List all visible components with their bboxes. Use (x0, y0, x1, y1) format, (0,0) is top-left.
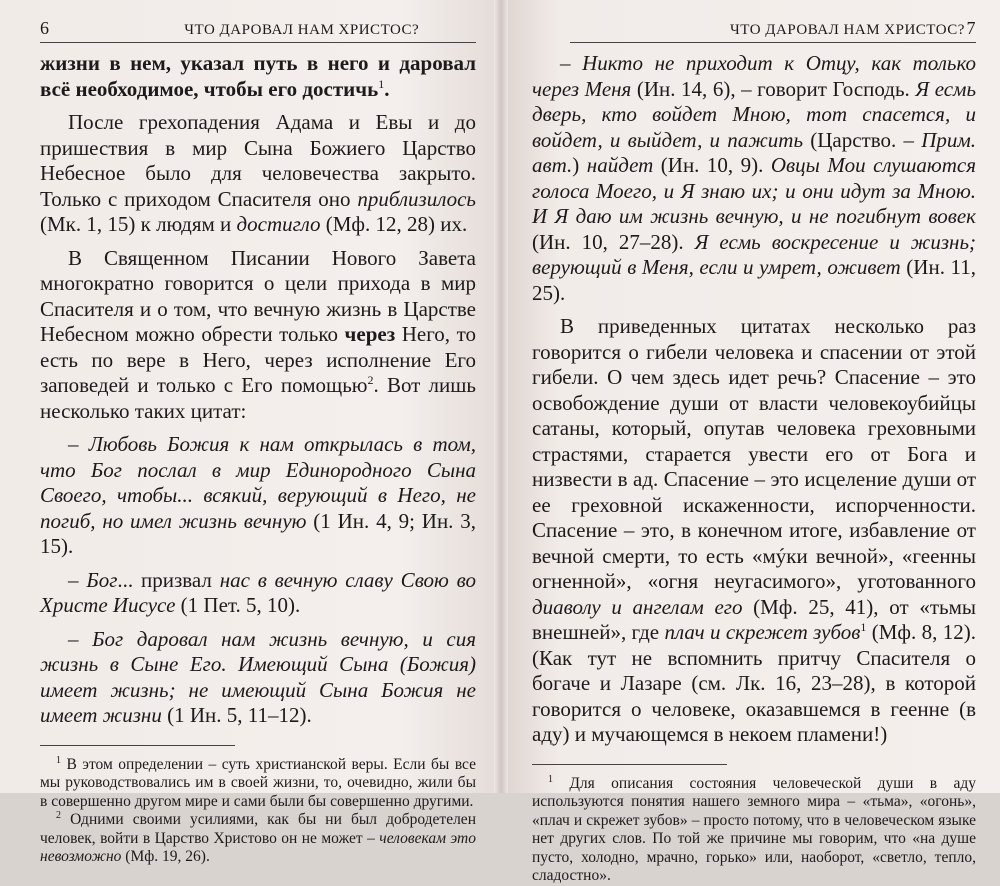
text: В приведенных цитатах несколько раз говорится о гибели человека и спасении от этой гибели. О чем здесь идет речь? Спасение – это освобождение души от власти человекоубийцы сатаны, который, опутав человека греховными страстями, старается увести его от Бога и низвести в ад. Спасение – это исцеление души от ее греховной искаженности, испорченности. Спасение – это, в конечном итоге, избавление от вечной смерти, то есть «мýки вечной», «геенны огненной», «огня неугасимого», уготованного (532, 314, 976, 593)
italic-text: приблизилось (357, 187, 476, 211)
left-page-body (40, 51, 476, 729)
book-gutter (494, 0, 508, 793)
italic-text: – Никто не приходит к Отцу, как только через Меня (532, 51, 976, 101)
footnote (40, 756, 476, 812)
text: (Ин. 10, 27–28). (532, 230, 695, 254)
quote (532, 51, 976, 306)
text: (Ин. 11, 25). (532, 255, 976, 305)
citation: (1 Ин. 4, 9; Ин. 3, 15). (40, 509, 476, 559)
text: (Ин. 14, 6), – говорит Господь. (631, 77, 915, 101)
left-page-header (40, 18, 476, 43)
footnote-ref: 1 (378, 77, 384, 91)
left-page (0, 0, 500, 793)
italic-text: Овцы Мои слушаются голоса Моего, и Я знаю их; и они идут за Мною. И Я даю им жизнь вечную, и не погибнут вовек (532, 153, 976, 228)
paragraph (532, 314, 976, 748)
italic-text: достигло (237, 212, 321, 236)
text: Для описания состояния человеческой души в аду используются понятия нашего земного мира – «тьма», «огонь», «плач и скрежет зубов» – просто потому, что в человеческом языке нет других слов. По той же причине мы говорим, что «на душе пусто, холодно, мрачно, горько» или, наоборот, «светло, тепло, сладостно». (532, 775, 976, 885)
footnote-mark: 2 (56, 810, 61, 821)
footnote-ref: 2 (368, 373, 374, 387)
text: (Мк. 1, 15) к людям и (40, 212, 237, 236)
paragraph (40, 51, 476, 102)
citation: (1 Пет. 5, 10). (175, 593, 300, 617)
footnote-mark: 1 (548, 773, 553, 784)
page-number: 7 (967, 18, 977, 39)
quote (40, 568, 476, 619)
footnotes (40, 756, 476, 868)
text: . Вот лишь несколько таких цитат: (40, 373, 476, 423)
paragraph (40, 246, 476, 425)
text: (Мф. 12, 28) их. (321, 212, 468, 236)
text: (Мф. 8, 12). (Как тут не вспомнить притчу Спасителя о богаче и Лазаре (см. Лк. 16, 23–28), в которой говорится о человеке, оказавшемся в геенне (в аду) и мучающемся в некоем пламени!) (532, 620, 976, 746)
text: (Мф. 25, 41), от «тьмы внешней», где (532, 595, 976, 645)
italic-text: плач и скрежет зубов (664, 620, 860, 644)
text: Одними своими усилиями, как бы ни был добродетелен человек, войти в Царство Христово он не может – (40, 811, 476, 847)
italic-text: нас в вечную славу Свою во Христе Иисусе (40, 568, 476, 618)
right-page-header (570, 18, 976, 43)
italic-text: – Бог даровал нам жизнь вечную, и сия жизнь в Сыне Его. Имеющий Сына (Божия) имеет жизнь; не имеющий Сына Божия не имеет жизни (40, 627, 476, 728)
paragraph (40, 110, 476, 238)
italic-text: Я есмь воскресение и жизнь; верующий в Меня, если и умрет, оживет (532, 230, 976, 280)
italic-text: Прим. авт. (532, 128, 976, 178)
italic-text: человекам это невозможно (40, 830, 476, 866)
footnote-divider (532, 764, 727, 765)
text: ... призвал (117, 568, 219, 592)
italic-text: – Бог (68, 568, 117, 592)
right-page (500, 0, 1000, 793)
text: (Царство. – (803, 128, 921, 152)
footnote-mark: 1 (56, 754, 61, 765)
bold-text: через (345, 322, 396, 346)
page-number: 6 (40, 18, 50, 39)
footnotes (532, 775, 976, 886)
citation: (1 Ин. 5, 11–12). (162, 703, 312, 727)
quote (40, 627, 476, 729)
text: ) (572, 153, 586, 177)
italic-text: – Любовь Божия к нам открылась в том, что Бог послал в мир Единородного Сына Своего, чтобы... всякий, верующий в Него, не погиб, но имел жизнь вечную (40, 432, 476, 533)
footnote-ref: 1 (860, 620, 866, 634)
running-title: ЧТО ДАРОВАЛ НАМ ХРИСТОС? (730, 22, 965, 39)
bold-text: . (384, 77, 389, 101)
italic-text: Я есмь дверь, кто войдет Мною, тот спасется, и войдет, и выйдет, и пажить (532, 77, 976, 152)
text: В этом определении – суть христианской веры. Если бы все мы руководствовались им в своей жизни, то, очевидно, жили бы в совершенно другом мире и сами были бы совершенно другими. (40, 756, 476, 810)
text: В Священном Писании Нового Завета многократно говорится о цели прихода в мир Спасителя и о том, что вечную жизнь в Царстве Небесном можно обрести только (40, 246, 476, 347)
bold-text: жизни в нем, указал путь в него и даровал всё необходимое, чтобы его достичь (40, 51, 476, 101)
footnote (40, 811, 476, 867)
footnote-divider (40, 745, 235, 746)
text: (Ин. 10, 9). (653, 153, 771, 177)
italic-text: найдет (587, 153, 654, 177)
right-page-body (532, 51, 976, 748)
italic-text: диаволу и ангелам его (532, 595, 742, 619)
text: (Мф. 19, 26). (121, 848, 209, 865)
running-title: ЧТО ДАРОВАЛ НАМ ХРИСТОС? (184, 22, 419, 39)
footnote (532, 775, 976, 886)
quote (40, 432, 476, 560)
text: Него, то есть по вере в Него, через исполнение Его заповедей и только с Его помощью (40, 322, 476, 397)
text: После грехопадения Адама и Евы и до пришествия в мир Сына Божиего Царство Небесное было для человечества закрыто. Только с приходом Спасителя оно (40, 110, 476, 211)
